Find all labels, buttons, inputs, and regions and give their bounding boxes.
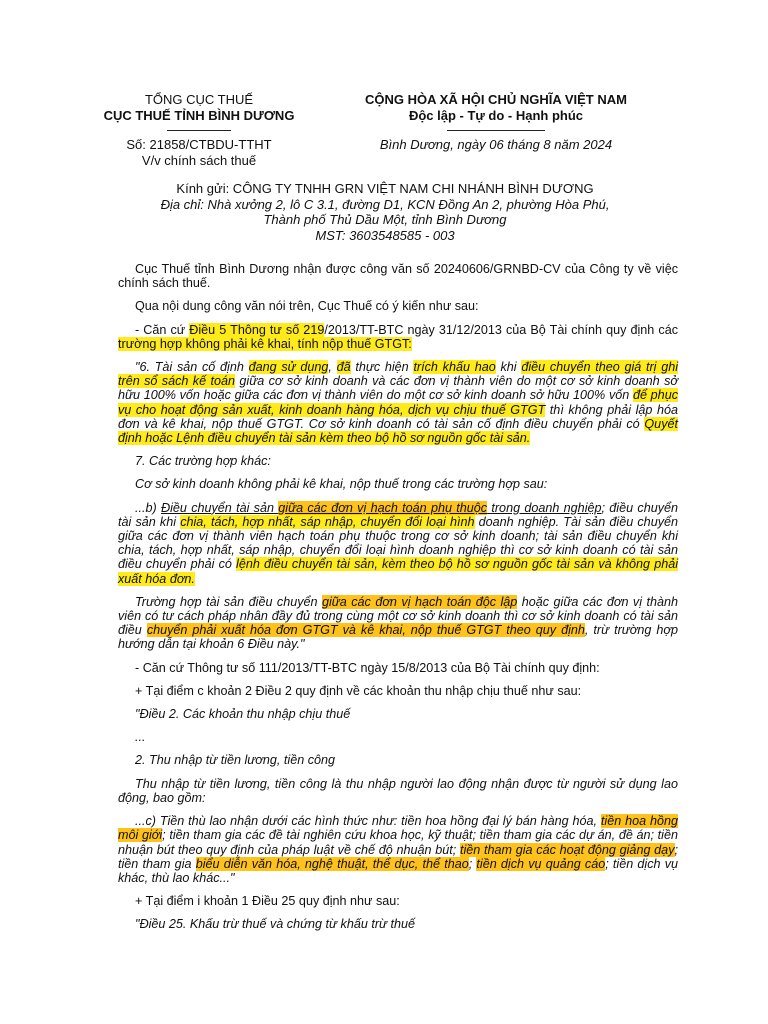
quoted-paragraph <box>118 595 678 652</box>
text-run: thực hiện <box>350 360 414 375</box>
highlighted-text: Quyết định hoặc Lệnh điều chuyển tài sản kèm theo bộ hồ sơ nguồn gốc tài sản. <box>118 416 678 446</box>
quoted-paragraph: Thu nhập từ tiền lương, tiền công là thu nhập người lao động nhận được từ người sử dụng lao động, bao gồm: <box>118 776 678 805</box>
highlighted-text: Điều 5 Thông tư số 219 <box>189 322 325 337</box>
highlighted-text: giữa các đơn vị hạch toán độc lập <box>322 594 518 609</box>
quoted-paragraph: "Điều 25. Khấu trừ thuế và chứng từ khấu trừ thuế <box>135 917 416 932</box>
paragraph: Qua nội dung công văn nói trên, Cục Thuế có ý kiến như sau: <box>135 299 479 314</box>
text-run: ; tiền tham gia các đề tài nghiên cứu khoa học, kỹ thuật; tiền tham gia các dự án, đề án; tiền nhuận bút theo quy định của pháp luật về chế độ nhuận bút; <box>118 828 678 857</box>
text-run: thì không phải lập hóa đơn và kê khai, nộp thuế GTGT. Cơ sở kinh doanh có tài sản cố định điều chuyển phải có <box>118 402 678 431</box>
highlighted-text: chia, tách, hợp nhất, sáp nhập, chuyển đổi loại hình <box>180 514 475 529</box>
text-run: ; điều chuyển tài sản khi <box>118 500 679 529</box>
text-run: hoặc giữa các đơn vị thành viên có tư cách pháp nhân đầy đủ trong cùng một cơ sở kinh doanh thì cơ sở kinh doanh có tài sản điều <box>118 594 679 638</box>
highlighted-text: giữa các đơn vị hạch toán phụ thuộc <box>278 500 488 515</box>
text-run: Trường hợp tài sản điều chuyển <box>135 594 322 609</box>
divider <box>167 130 231 131</box>
highlighted-text: tiền dịch vụ quảng cáo <box>476 856 606 871</box>
text-run: ; <box>468 856 477 871</box>
highlighted-text: để phục vụ cho hoạt động sản xuất, kinh doanh hàng hóa, dịch vụ chịu thuế GTGT <box>118 388 678 417</box>
text-run: ; tiền dịch vụ khác, thù lao khác..." <box>118 856 679 885</box>
divider <box>447 130 545 131</box>
quoted-paragraph: 2. Thu nhập từ tiền lương, tiền công <box>135 753 336 768</box>
text-run: ...b) <box>135 500 161 515</box>
recipient-tax-code: MST: 3603548585 - 003 <box>315 227 455 243</box>
text-run: ...c) Tiền thù lao nhận dưới các hình thức như: tiền hoa hồng đại lý bán hàng hóa, <box>135 814 601 829</box>
agency-parent: TỔNG CỤC THUẾ <box>144 92 254 107</box>
text-run: - Căn cứ <box>135 322 190 337</box>
paragraph: Cục Thuế tỉnh Bình Dương nhận được công văn số 20240606/GRNBD-CV của Công ty về việc chính sách thuế. <box>118 262 678 291</box>
recipient-address-line: Thành phố Thủ Dầu Một, tỉnh Bình Dương <box>263 212 507 227</box>
quoted-paragraph <box>118 501 678 586</box>
text-run: giữa cơ sở kinh doanh và các đơn vị thành viên do một cơ sở kinh doanh sở hữu 100% vốn hoặc giữa các đơn vị thành viên do một cơ sở kinh doanh sở hữu 100% vốn <box>118 374 678 403</box>
paragraph <box>118 323 678 351</box>
text-run: khi <box>495 360 522 375</box>
quoted-paragraph: Cơ sở kinh doanh không phải kê khai, nộp thuế trong các trường hợp sau: <box>135 477 548 492</box>
highlighted-text: trường hợp không phải kê khai, tính nộp thuế GTGT: <box>118 336 412 351</box>
text-run: /2013/TT-BTC ngày 31/12/2013 của Bộ Tài chính quy định các <box>324 322 678 337</box>
highlighted-text: tiền hoa hồng môi giới <box>118 814 678 843</box>
quoted-paragraph: "Điều 2. Các khoản thu nhập chịu thuế <box>135 707 351 722</box>
quoted-paragraph <box>118 814 678 885</box>
paragraph: - Căn cứ Thông tư số 111/2013/TT-BTC ngày 15/8/2013 của Bộ Tài chính quy định: <box>135 660 600 675</box>
document-subject: V/v chính sách thuế <box>141 153 257 168</box>
place-date: Bình Dương, ngày 06 tháng 8 năm 2024 <box>379 137 613 152</box>
underlined-text: Điều chuyển tài sản <box>161 500 279 515</box>
highlighted-text: điều chuyển theo giá trị ghi trên sổ sách kế toán <box>118 360 679 389</box>
national-header <box>360 92 632 153</box>
letter-body <box>118 262 678 941</box>
text-run: ; tiền tham gia <box>118 842 678 871</box>
paragraph: + Tại điểm c khoản 2 Điều 2 quy định về các khoản thu nhập chịu thuế như sau: <box>135 683 582 698</box>
national-motto: Độc lập - Tự do - Hạnh phúc <box>408 108 584 123</box>
quoted-paragraph: 7. Các trường hợp khác: <box>135 454 271 469</box>
text-run: , trừ trường hợp hướng dẫn tại khoản 6 Điều này." <box>118 623 678 652</box>
nation-title: CỘNG HÒA XÃ HỘI CHỦ NGHĨA VIỆT NAM <box>365 92 627 107</box>
recipient-address-line: Địa chỉ: Nhà xưởng 2, lô C 3.1, đường D1, KCN Đồng An 2, phường Hòa Phú, <box>160 196 610 212</box>
text-run: doanh nghiệp. Tài sản điều chuyển giữa các đơn vị thành viên hạch toán phụ thuộc trong cơ sở kinh doanh; tài sản điều chuyển khi chia, tách, hợp nhất, sáp nhập, chuyển đổi loại hình doanh nghiệp thì cơ sở kinh doanh có tài sản điều chuyển phải có <box>118 514 678 572</box>
underlined-text: trong doanh nghiệp <box>487 500 602 515</box>
highlighted-text: trích khấu hao <box>413 360 496 375</box>
recipient-name: Kính gửi: CÔNG TY TNHH GRN VIỆT NAM CHI NHÁNH BÌNH DƯƠNG <box>176 181 594 196</box>
highlighted-text: tiền tham gia các hoạt động giảng dạy <box>459 842 675 857</box>
recipient-block <box>120 181 650 243</box>
document-number: Số: 21858/CTBDU-TTHT <box>126 137 272 152</box>
highlighted-text: đã <box>336 360 351 375</box>
highlighted-text: lệnh điều chuyển tài sản, kèm theo bộ hồ sơ nguồn gốc tài sản và không phải xuất hóa đơn. <box>118 557 678 586</box>
paragraph: + Tại điểm i khoản 1 Điều 25 quy định như sau: <box>135 894 400 909</box>
highlighted-text: biểu diễn văn hóa, nghệ thuật, thể dục, thể thao <box>195 856 469 871</box>
text-run: "6. Tài sản cố định <box>135 360 249 375</box>
quoted-paragraph <box>118 360 678 445</box>
quoted-paragraph: ... <box>135 730 146 745</box>
highlighted-text: chuyển phải xuất hóa đơn GTGT và kê khai, nộp thuế GTGT theo quy định <box>146 623 585 638</box>
issuer-block <box>92 92 306 169</box>
agency-name: CỤC THUẾ TỈNH BÌNH DƯƠNG <box>103 108 295 123</box>
highlighted-text: đang sử dụng <box>248 360 329 375</box>
text-run: , <box>328 360 337 375</box>
